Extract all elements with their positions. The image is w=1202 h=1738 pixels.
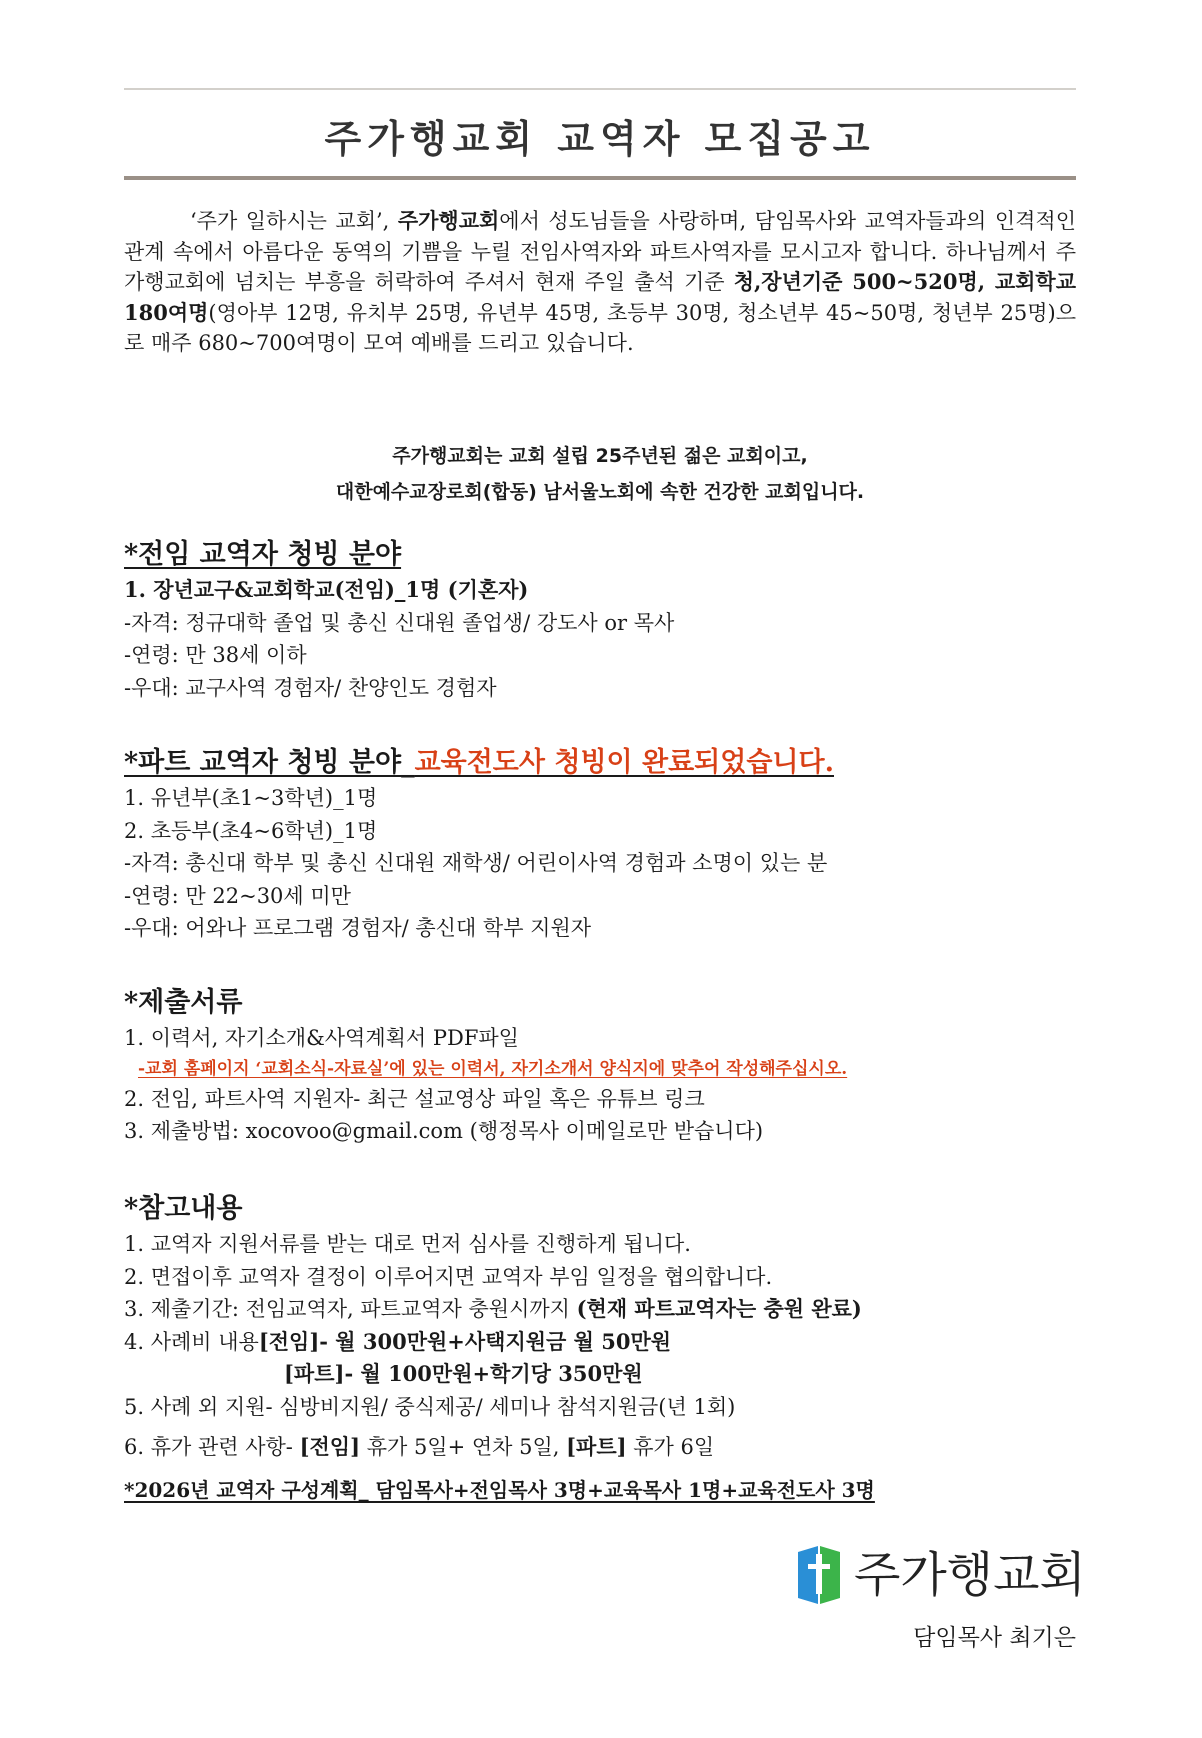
documents-item-1: 1. 이력서, 자기소개&사역계획서 PDF파일 xyxy=(124,1026,519,1050)
fulltime-age: -연령: 만 38세 이하 xyxy=(124,643,307,667)
reference-item-3: 3. 제출기간: 전임교역자, 파트교역자 충원시까지 (현재 파트교역자는 충원 완료) xyxy=(124,1296,862,1321)
intro-text-2: 에서 성도님들을 사랑하며, 담임목사와 교역자들과의 인격적인 관계 속에서 아름다운 동역의 기쁨을 누릴 전임사역자와 파트사역자를 모시고자 합니다. 하나님께서 주가행교회에 넘치는 부흥을 허락하여 주셔서 현재 주일 출석 기준 xyxy=(124,209,1076,294)
page-title: 주가행교회 교역자 모집공고 xyxy=(324,116,876,161)
parttime-age: -연령: 만 22~30세 미만 xyxy=(124,883,351,908)
top-divider xyxy=(124,88,1076,90)
documents-item-2: 2. 전임, 파트사역 지원자- 최근 설교영상 파일 혹은 유튜브 링크 xyxy=(124,1086,705,1111)
title-divider xyxy=(124,176,1076,180)
fulltime-preference: -우대: 교구사역 경험자/ 찬양인도 경험자 xyxy=(124,675,497,700)
reference-item-3-status: (현재 파트교역자는 충원 완료) xyxy=(576,1296,862,1321)
reference-item-5: 5. 사례 외 지원- 심방비지원/ 중식제공/ 세미나 참석지원금(년 1회) xyxy=(124,1394,736,1419)
church-cross-icon xyxy=(796,1544,842,1606)
church-logo xyxy=(796,1540,1086,1614)
fulltime-heading: *전임 교역자 청빙 분야 xyxy=(124,539,402,570)
staff-plan-2026: *2026년 교역자 구성계획_ 담임목사+전임목사 3명+교육목사 1명+교육전도사 3명 xyxy=(124,1477,875,1502)
documents-section xyxy=(124,984,1076,1148)
parttime-complete-notice: 교육전도사 청빙이 완료되었습니다. xyxy=(414,747,834,778)
intro-church-name: 주가행교회 xyxy=(397,208,500,233)
reference-item-6: 6. 휴가 관련 사항- [전임] 휴가 5일+ 연차 5일, [파트] 휴가 6일 xyxy=(124,1434,715,1459)
reference-section xyxy=(124,1190,1076,1503)
salary-fulltime: [전임]- 월 300만원+사택지원금 월 50만원 xyxy=(258,1328,672,1354)
parttime-section xyxy=(124,744,1076,945)
fulltime-item-1: 1. 장년교구&교회학교(전임)_1명 (기혼자) xyxy=(124,577,529,602)
documents-item-3: 3. 제출방법: xocovoo@gmail.com (행정목사 이메일로만 받습니다) xyxy=(124,1119,764,1143)
intro-paragraph xyxy=(124,206,1076,359)
intro-text-3: (영아부 12명, 유치부 25명, 유년부 45명, 초등부 30명, 청소년부 45~50명, 청년부 25명)으로 매주 680~700여명이 모여 예배를 드리고 있습니다. xyxy=(124,300,1076,355)
parttime-preference: -우대: 어와나 프로그램 경험자/ 총신대 학부 지원자 xyxy=(124,916,592,940)
church-highlight xyxy=(124,438,1076,510)
parttime-item-2: 2. 초등부(초4~6학년)_1명 xyxy=(124,818,378,843)
parttime-heading: *파트 교역자 청빙 분야 xyxy=(124,747,402,778)
parttime-item-1: 1. 유년부(초1~3학년)_1명 xyxy=(124,786,378,810)
highlight-line-1: 주가행교회는 교회 설립 25주년된 젊은 교회이고, xyxy=(392,445,808,467)
highlight-line-2: 대한예수교장로회(합동) 남서울노회에 속한 건강한 교회입니다. xyxy=(335,481,865,503)
reference-item-1: 1. 교역자 지원서류를 받는 대로 먼저 심사를 진행하게 됩니다. xyxy=(124,1232,691,1256)
parttime-heading-separator: _ xyxy=(401,747,415,778)
salary-parttime: [파트]- 월 100만원+학기당 350만원 xyxy=(284,1361,643,1386)
documents-heading: *제출서류 xyxy=(124,987,243,1018)
senior-pastor-signature: 담임목사 최기은 xyxy=(913,1625,1076,1651)
intro-text-1: ‘주가 일하시는 교회’, xyxy=(190,209,398,233)
fulltime-section xyxy=(124,536,1076,704)
church-logo-text: 주가행교회 xyxy=(854,1547,1086,1603)
intro-attendance: 청,장년기준 500~520명, 교회학교 180여명 xyxy=(124,269,1077,325)
parttime-qualification: -자격: 총신대 학부 및 총신 신대원 재학생/ 어린이사역 경험과 소명이 있는 분 xyxy=(124,851,828,875)
reference-heading: *참고내용 xyxy=(124,1193,243,1224)
reference-item-2: 2. 면접이후 교역자 결정이 이루어지면 교역자 부임 일정을 협의합니다. xyxy=(124,1264,773,1289)
fulltime-qualification: -자격: 정규대학 졸업 및 총신 신대원 졸업생/ 강도사 or 목사 xyxy=(124,610,675,635)
reference-item-4: 4. 사례비 내용[전임]- 월 300만원+사택지원금 월 50만원 xyxy=(124,1328,672,1354)
documents-form-note: -교회 홈페이지 ‘교회소식-자료실’에 있는 이력서, 자기소개서 양식지에 맞추어 작성해주십시오. xyxy=(138,1058,848,1079)
